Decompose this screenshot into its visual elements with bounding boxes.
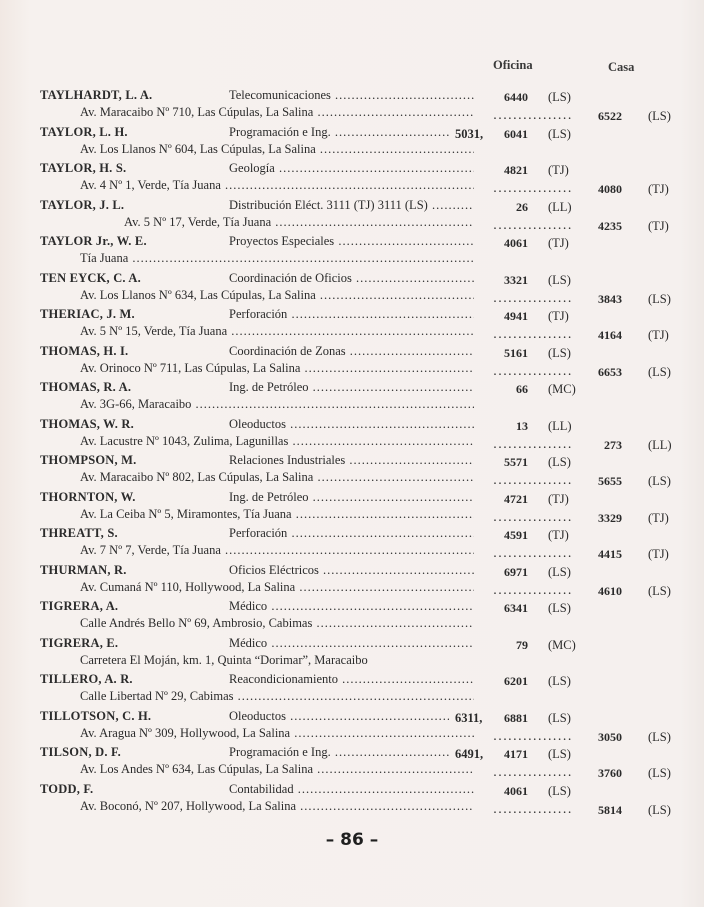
office-zone: (TJ): [548, 309, 569, 323]
department-text: Relaciones Industriales: [229, 453, 346, 467]
address-text: Av. Boconó, Nº 207, Hollywood, La Salina: [80, 798, 297, 813]
office-zone: (LS): [548, 601, 571, 615]
entry-address: [80, 760, 474, 778]
office-phone: 4821: [504, 163, 528, 177]
office-phone: 6341: [504, 601, 528, 615]
directory-entry: [0, 743, 704, 780]
home-zone: (LS): [648, 474, 671, 488]
office-phone: 5571: [504, 455, 528, 469]
office-zone: (MC): [548, 637, 576, 652]
home-phone: 4415: [598, 547, 622, 561]
entry-address: [80, 614, 474, 632]
entry-name: TODD, F.: [40, 781, 94, 796]
office-zone: (LS): [548, 345, 571, 360]
home-phone: 3760: [598, 766, 622, 780]
department-text: Contabilidad: [229, 781, 294, 796]
entry-address: [80, 322, 474, 340]
directory-entry: [0, 123, 704, 160]
home-phone: 3843: [598, 291, 622, 306]
address-text: Av. Aragua Nº 309, Hollywood, La Salina: [80, 725, 291, 740]
office-phone: 66: [516, 382, 528, 396]
directory-entry: [0, 707, 704, 744]
office-phone: 6041: [504, 126, 528, 141]
home-zone: (LL): [648, 437, 672, 452]
department-text: Geología: [229, 161, 275, 175]
directory-entry: [0, 196, 704, 233]
directory-entry: [0, 488, 704, 525]
home-leader-dots: [493, 727, 573, 745]
department-text: Perforación: [229, 526, 288, 540]
entry-name: THREATT, S.: [40, 526, 118, 540]
entry-name: THOMAS, W. R.: [40, 416, 134, 431]
home-zone: (TJ): [648, 218, 669, 233]
office-zone: (LS): [548, 272, 571, 287]
home-leader-dots: [493, 800, 573, 818]
office-phone: 5161: [504, 345, 528, 360]
office-phone: 4721: [504, 491, 528, 506]
address-text: Av. La Ceiba Nº 5, Miramontes, Tía Juana: [80, 506, 292, 521]
home-phone: 3329: [598, 510, 622, 525]
directory-entry: [0, 378, 704, 415]
office-zone: (LS): [548, 564, 571, 579]
address-text: Av. Orinoco Nº 711, Las Cúpulas, La Salina: [80, 360, 301, 375]
entry-department: [229, 378, 474, 396]
home-leader-dots: [493, 581, 573, 599]
home-zone: (TJ): [648, 547, 669, 561]
entry-department: [229, 196, 474, 214]
entry-department: [229, 597, 474, 615]
entry-name: THORNTON, W.: [40, 489, 136, 504]
home-zone: (LS): [648, 583, 671, 598]
home-phone: 4080: [598, 182, 622, 196]
entry-name: THERIAC, J. M.: [40, 307, 135, 321]
home-leader-dots: [493, 763, 573, 781]
address-text: Av. Maracaibo Nº 802, Las Cúpulas, La Salina: [80, 470, 314, 484]
department-text: Oleoductos: [229, 416, 286, 431]
directory-entry: [0, 86, 704, 123]
department-text: Oficios Eléctricos: [229, 562, 319, 577]
entry-name: TAYLOR, H. S.: [40, 161, 127, 175]
entry-name: TILSON, D. F.: [40, 745, 121, 759]
department-text: Oleoductos: [229, 708, 286, 723]
office-phone: 4061: [504, 236, 528, 250]
entry-address: [80, 395, 474, 413]
entry-address: [80, 359, 474, 377]
entry-address: [80, 286, 474, 304]
home-phone: 4164: [598, 328, 622, 342]
home-leader-dots: [493, 179, 573, 197]
entry-name: THURMAN, R.: [40, 562, 127, 577]
address-text: Tía Juana: [80, 251, 129, 265]
address-text: Av. 5 Nº 17, Verde, Tía Juana: [124, 214, 272, 229]
home-zone: (TJ): [648, 182, 669, 196]
column-header-oficina: Oficina: [493, 58, 533, 72]
home-leader-dots: [493, 435, 573, 453]
home-phone: 273: [604, 437, 622, 452]
entry-name: TAYLHARDT, L. A.: [40, 88, 153, 102]
directory-entry: [0, 597, 704, 634]
department-text: Ing. de Petróleo: [229, 489, 309, 504]
entry-address: [80, 468, 474, 486]
entry-address: [80, 797, 474, 815]
entry-name: THOMAS, H. I.: [40, 343, 129, 358]
address-text: Av. Maracaibo Nº 710, Las Cúpulas, La Salina: [80, 105, 314, 119]
department-text: Telecomunicaciones: [229, 88, 331, 102]
directory-entry: [0, 634, 704, 671]
home-zone: (LS): [648, 109, 671, 123]
entry-address: [80, 578, 474, 596]
home-phone: 5814: [598, 802, 622, 817]
home-phone: 4610: [598, 583, 622, 598]
directory-entry: [0, 451, 704, 488]
directory-entries: [0, 86, 704, 816]
office-phone: 4061: [504, 783, 528, 798]
entry-department: [229, 634, 474, 652]
department-text: Proyectos Especiales: [229, 234, 335, 248]
directory-entry: [0, 415, 704, 452]
directory-entry: [0, 780, 704, 817]
department-text: Médico: [229, 635, 268, 650]
entry-department: [229, 561, 474, 579]
directory-entry: [0, 305, 704, 342]
directory-entry: [0, 342, 704, 379]
office-phone: 6440: [504, 90, 528, 104]
home-zone: (LS): [648, 291, 671, 306]
entry-department: [229, 670, 474, 688]
home-phone: 5655: [598, 474, 622, 488]
entry-address: [80, 103, 474, 121]
entry-name: TAYLOR, J. L.: [40, 197, 125, 212]
entry-name: TILLOTSON, C. H.: [40, 708, 152, 723]
office-phone: 6201: [504, 674, 528, 688]
entry-name: TIGRERA, E.: [40, 635, 119, 650]
address-text: Calle Libertad Nº 29, Cabimas: [80, 689, 234, 703]
department-text: Perforación: [229, 307, 288, 321]
home-zone: (LS): [648, 766, 671, 780]
entry-department: [229, 269, 474, 287]
home-leader-dots: [493, 362, 573, 380]
office-phone: 6971: [504, 564, 528, 579]
entry-address: [124, 213, 474, 231]
entry-name: TILLERO, A. R.: [40, 672, 133, 686]
home-zone: (LS): [648, 802, 671, 817]
home-zone: (LS): [648, 364, 671, 379]
entry-department: [229, 123, 449, 141]
department-extension: 6311,: [455, 710, 483, 725]
home-phone: 6522: [598, 109, 622, 123]
directory-entry: [0, 561, 704, 598]
office-zone: (TJ): [548, 528, 569, 542]
address-text: Av. 3G-66, Maracaibo: [80, 397, 192, 411]
home-leader-dots: [493, 544, 573, 562]
office-zone: (TJ): [548, 491, 569, 506]
entry-address: [80, 140, 474, 158]
office-zone: (LS): [548, 747, 571, 761]
entry-address: [80, 541, 474, 559]
home-leader-dots: [493, 508, 573, 526]
home-leader-dots: [493, 471, 573, 489]
entry-name: TIGRERA, A.: [40, 599, 119, 613]
office-zone: (LS): [548, 455, 571, 469]
directory-entry: [0, 232, 704, 269]
entry-department: [229, 707, 449, 725]
home-zone: (LS): [648, 729, 671, 744]
entry-department: [229, 524, 474, 542]
department-text: Programación e Ing.: [229, 124, 331, 139]
entry-department: [229, 451, 474, 469]
office-zone: (LL): [548, 199, 572, 214]
column-header-casa: Casa: [608, 60, 635, 74]
entry-department: [229, 305, 474, 323]
page-number: – 86 –: [325, 830, 379, 850]
entry-address: [80, 176, 474, 194]
address-text: Av. Cumaná Nº 110, Hollywood, La Salina: [80, 579, 296, 594]
home-zone: (TJ): [648, 510, 669, 525]
entry-address: [80, 505, 474, 523]
office-phone: 26: [516, 199, 528, 214]
office-phone: 4941: [504, 309, 528, 323]
entry-department: [229, 780, 474, 798]
directory-entry: [0, 269, 704, 306]
address-text: Av. Los Andes Nº 634, Las Cúpulas, La Salina: [80, 762, 314, 776]
entry-address: [80, 432, 474, 450]
entry-department: [229, 342, 474, 360]
office-phone: 79: [516, 637, 528, 652]
department-text: Médico: [229, 599, 268, 613]
department-text: Ing. de Petróleo: [229, 380, 309, 394]
entry-department: [229, 743, 449, 761]
entry-department: [229, 86, 474, 104]
office-zone: (LS): [548, 674, 571, 688]
address-text: Av. 4 Nº 1, Verde, Tía Juana: [80, 178, 221, 192]
office-zone: (LS): [548, 90, 571, 104]
entry-department: [229, 488, 474, 506]
entry-department: [229, 415, 474, 433]
entry-department: [229, 159, 474, 177]
entry-address: [80, 249, 474, 267]
home-phone: 4235: [598, 218, 622, 233]
address-text: Av. Lacustre Nº 1043, Zulima, Lagunillas: [80, 433, 289, 448]
office-phone: 4591: [504, 528, 528, 542]
office-zone: (LS): [548, 710, 571, 725]
department-text: Coordinación de Zonas: [229, 343, 346, 358]
address-text: Av. 5 Nº 15, Verde, Tía Juana: [80, 324, 228, 338]
department-text: Programación e Ing.: [229, 745, 331, 759]
home-phone: 3050: [598, 729, 622, 744]
office-phone: 13: [516, 418, 528, 433]
entry-department: [229, 232, 474, 250]
office-phone: 6881: [504, 710, 528, 725]
department-extension: 6491,: [455, 747, 484, 761]
entry-name: TAYLOR, L. H.: [40, 124, 128, 139]
department-text: Distribución Eléct. 3111 (TJ) 3111 (LS): [229, 197, 428, 212]
office-zone: (LS): [548, 126, 571, 141]
office-zone: (LL): [548, 418, 572, 433]
office-zone: (LS): [548, 783, 571, 798]
home-zone: (TJ): [648, 328, 669, 342]
entry-name: TEN EYCK, C. A.: [40, 270, 141, 285]
home-leader-dots: [493, 106, 573, 124]
office-zone: (MC): [548, 382, 576, 396]
office-zone: (TJ): [548, 163, 569, 177]
home-leader-dots: [493, 289, 573, 307]
entry-name: THOMPSON, M.: [40, 453, 137, 467]
address-text: Av. 7 Nº 7, Verde, Tía Juana: [80, 543, 221, 557]
entry-name: TAYLOR Jr., W. E.: [40, 234, 147, 248]
office-phone: 3321: [504, 272, 528, 287]
entry-address: [80, 724, 474, 742]
entry-name: THOMAS, R. A.: [40, 380, 132, 394]
office-phone: 4171: [504, 747, 528, 761]
department-text: Reacondicionamiento: [229, 672, 338, 686]
entry-address: [80, 651, 510, 669]
address-text: Calle Andrés Bello Nº 69, Ambrosio, Cabimas: [80, 616, 313, 630]
office-zone: (TJ): [548, 236, 569, 250]
directory-entry: [0, 159, 704, 196]
entry-address: [80, 687, 474, 705]
department-extension: 5031,: [455, 126, 484, 141]
home-leader-dots: [493, 325, 573, 343]
directory-entry: [0, 670, 704, 707]
home-phone: 6653: [598, 364, 622, 379]
directory-entry: [0, 524, 704, 561]
address-text: Av. Los Llanos Nº 634, Las Cúpulas, La Salina: [80, 287, 316, 302]
home-leader-dots: [493, 216, 573, 234]
address-text: Carretera El Moján, km. 1, Quinta “Dorimar”, Maracaibo: [80, 652, 368, 667]
department-text: Coordinación de Oficios: [229, 270, 352, 285]
address-text: Av. Los Llanos Nº 604, Las Cúpulas, La Salina: [80, 141, 316, 156]
